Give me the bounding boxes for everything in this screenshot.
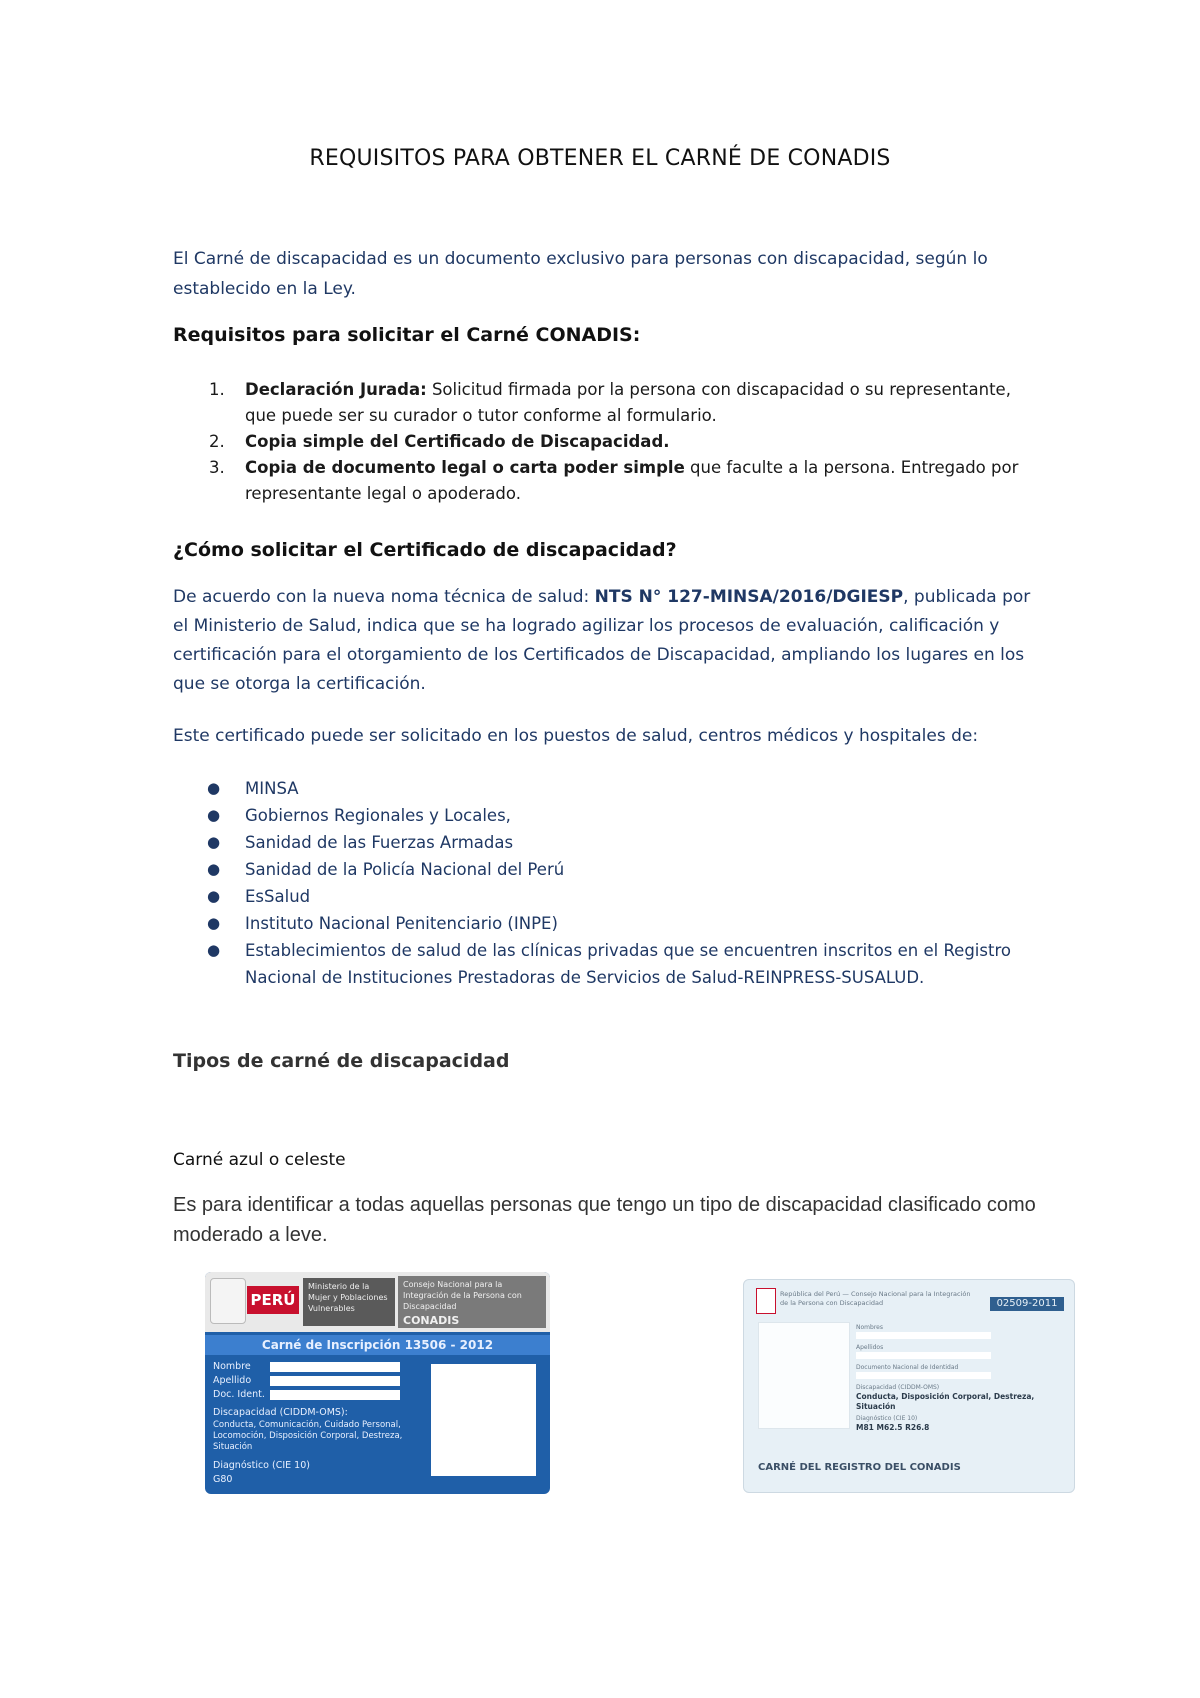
discapacidad-label: Discapacidad (CIDDM-OMS):: [213, 1407, 348, 1418]
peru-emblem-icon: [756, 1288, 776, 1314]
certificado-paragraph: [173, 583, 1043, 699]
list-item-text: Instituto Nacional Penitenciario (INPE): [245, 914, 558, 933]
list-item-text: EsSalud: [245, 887, 311, 906]
card-header-text: República del Perú — Consejo Nacional para la Integración de la Persona con Discapacidad: [780, 1290, 971, 1307]
certificado-heading: ¿Cómo solicitar el Certificado de discapacidad?: [173, 539, 677, 561]
list-item-bold: Declaración Jurada:: [245, 380, 427, 399]
diagnostico-value: M81 M62.5 R26.8: [856, 1423, 930, 1432]
list-item-text: que faculte a la persona. Entregado por representante legal o apoderado.: [245, 458, 1019, 503]
peru-logo: PERÚ: [247, 1286, 299, 1314]
field-box: [270, 1362, 400, 1372]
bullet-icon: ●: [207, 779, 221, 797]
diagnostico-label: Diagnóstico (CIE 10): [856, 1415, 918, 1422]
list-number: 1.: [209, 380, 225, 399]
list-item-text: MINSA: [245, 779, 299, 798]
list-item: [173, 937, 1043, 991]
diagnostico-label: Diagnóstico (CIE 10): [213, 1460, 310, 1471]
photo-placeholder: [431, 1364, 536, 1476]
certificado-lugares-paragraph: Este certificado puede ser solicitado en los puestos de salud, centros médicos y hospitales de:: [173, 726, 979, 746]
list-item-text: Establecimientos de salud de las clínicas privadas que se encuentren inscritos en el Registro Nacional de Instituciones Prestadoras de Servicios de Salud-REINPRESS-SUSALUD.: [245, 941, 1011, 987]
bullet-icon: ●: [207, 941, 221, 959]
card-field: [213, 1374, 413, 1388]
list-item-text: Gobiernos Regionales y Locales,: [245, 806, 511, 825]
card-field: [856, 1344, 1068, 1364]
list-item-text: Solicitud firmada por la persona con discapacidad o su representante, que puede ser su curador o tutor conforme al formulario.: [245, 380, 1011, 425]
list-item: [173, 455, 1043, 507]
carne-registro-image: [743, 1279, 1075, 1493]
field-label: Doc. Ident.: [213, 1389, 265, 1400]
discapacidad-label: Discapacidad (CIDDM-OMS): [856, 1384, 940, 1391]
discapacidad-text: Conducta, Disposición Corporal, Destreza, Situación: [856, 1392, 1035, 1411]
discapacidad-text: Conducta, Comunicación, Cuidado Personal, Locomoción, Disposición Corporal, Destreza, Situación: [213, 1420, 403, 1452]
bullet-icon: ●: [207, 914, 221, 932]
requisitos-heading: Requisitos para solicitar el Carné CONADIS:: [173, 324, 641, 346]
photo-placeholder: [758, 1322, 850, 1429]
list-item: [173, 775, 1043, 802]
field-label: Apellido: [213, 1375, 252, 1386]
list-item-text: Sanidad de la Policía Nacional del Perú: [245, 860, 565, 879]
bullet-icon: ●: [207, 887, 221, 905]
consejo-text: Consejo Nacional para la Integración de la Persona con Discapacidad: [403, 1280, 522, 1311]
card-fields: [856, 1324, 1068, 1433]
bullet-icon: ●: [207, 833, 221, 851]
card-band: Carné de Inscripción 13506 - 2012: [205, 1335, 550, 1355]
card-field: [856, 1324, 1068, 1344]
carne-azul-description: Es para identificar a todas aquellas personas que tengo un tipo de discapacidad clasificado como moderado a leve.: [173, 1194, 1036, 1246]
field-box: [856, 1332, 991, 1339]
field-box: [270, 1376, 400, 1386]
list-item: [173, 910, 1043, 937]
field-box: [856, 1352, 991, 1359]
field-label: Apellidos: [856, 1344, 884, 1351]
lugares-list: [173, 775, 1043, 991]
requisitos-list: [173, 377, 1043, 507]
card-header: [205, 1272, 550, 1332]
diagnostico-value: G80: [213, 1474, 233, 1485]
list-item: [173, 829, 1043, 856]
list-item-text: Sanidad de las Fuerzas Armadas: [245, 833, 514, 852]
list-number: 2.: [209, 432, 225, 451]
paragraph-text: , publicada por el Ministerio de Salud, indica que se ha logrado agilizar los procesos de evaluación, calificación y certificación para el otorgamiento de los Certificados de Discapacidad, ampliando los lugares en los que se otorga la certificación.: [173, 587, 1031, 694]
bullet-icon: ●: [207, 860, 221, 878]
list-item: [173, 856, 1043, 883]
list-item: [173, 377, 1043, 429]
paragraph-text: De acuerdo con la nueva noma técnica de salud:: [173, 587, 595, 607]
field-label: Documento Nacional de Identidad: [856, 1364, 959, 1371]
card-number: 02509-2011: [990, 1297, 1064, 1311]
nts-reference: NTS N° 127-MINSA/2016/DGIESP: [594, 587, 904, 607]
list-number: 3.: [209, 458, 225, 477]
carne-azul-heading: Carné azul o celeste: [173, 1150, 346, 1170]
page-title: REQUISITOS PARA OBTENER EL CARNÉ DE CONADIS: [309, 146, 891, 171]
consejo-label: [398, 1276, 546, 1328]
card-field: [213, 1360, 413, 1374]
peru-emblem-icon: [210, 1278, 246, 1324]
card-field: [213, 1388, 413, 1402]
list-item: [173, 883, 1043, 910]
field-label: Nombres: [856, 1324, 883, 1331]
tipos-heading: Tipos de carné de discapacidad: [173, 1050, 510, 1072]
field-box: [270, 1390, 400, 1400]
list-item: [173, 429, 1043, 455]
ministerio-label: Ministerio de la Mujer y Poblaciones Vulnerables: [303, 1278, 395, 1326]
list-item: [173, 802, 1043, 829]
intro-paragraph: El Carné de discapacidad es un documento exclusivo para personas con discapacidad, según lo establecido en la Ley.: [173, 249, 988, 299]
card-footer: CARNÉ DEL REGISTRO DEL CONADIS: [758, 1462, 961, 1473]
conadis-label: CONADIS: [403, 1314, 460, 1327]
list-item-bold: Copia de documento legal o carta poder simple: [245, 458, 685, 477]
bullet-icon: ●: [207, 806, 221, 824]
field-label: Nombre: [213, 1361, 251, 1372]
list-item-bold: Copia simple del Certificado de Discapacidad.: [245, 432, 670, 451]
field-box: [856, 1372, 991, 1379]
card-fields: [213, 1360, 413, 1487]
card-field: [856, 1364, 1068, 1384]
carne-azul-image: [205, 1272, 550, 1494]
